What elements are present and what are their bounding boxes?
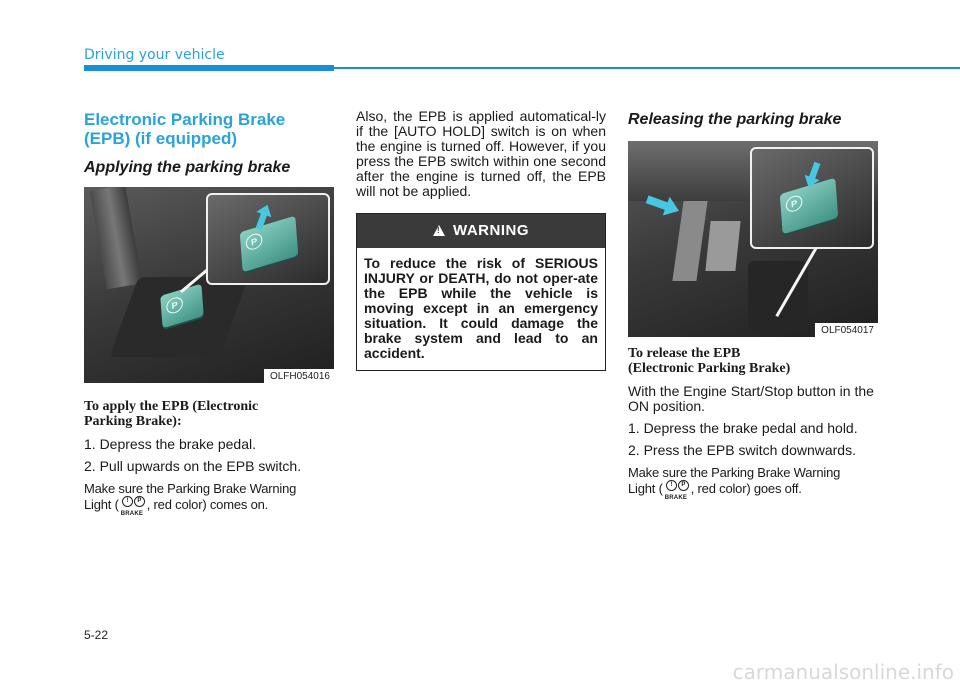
warning-triangle-icon [433,225,445,236]
brake-icon-right: P [134,496,145,507]
release-note-post: , red color) goes off. [690,481,802,496]
page-number: 5-22 [84,628,109,642]
header-rule-line [334,67,960,69]
release-note-line1: Make sure the Parking Brake Warning [628,465,841,480]
brake-warning-icon [664,480,689,501]
subtitle-applying: Applying the parking brake [84,159,291,176]
brake-icon-left: ! [666,480,677,491]
brake-icon-word: BRAKE [120,511,144,517]
release-step-1: 1. Depress the brake pedal and hold. [628,420,858,436]
inset-closeup [750,147,874,249]
auto-hold-paragraph: Also, the EPB is applied automatical-ly if the [AUTO HOLD] switch is on when the engine is turned off. However, if you press the EPB switch within one second after the engine is turned off, the EPB will not be applied. [356,108,606,199]
photo-caption: OLFH054016 [264,369,334,383]
apply-heading-line1: To apply the EPB (Electronic [84,399,259,414]
photo-epb-release [628,141,878,337]
photo-epb-apply [84,187,334,383]
apply-note-line1: Make sure the Parking Brake Warning [84,481,297,496]
watermark: carmanualsonline.info [732,660,954,684]
brake-icon-left: ! [122,496,133,507]
apply-note [84,481,336,517]
column-auto-hold [356,109,606,371]
photo-caption: OLF054017 [815,323,878,337]
release-note-pre: Light ( [628,481,663,496]
apply-note-post: , red color) comes on. [146,497,269,512]
brake-warning-icon [120,496,145,517]
warning-box [356,213,606,371]
release-step-2: 2. Press the EPB switch downwards. [628,442,856,458]
release-heading [628,346,880,376]
column-apply [84,110,336,517]
apply-step-2: 2. Pull upwards on the EPB switch. [84,458,302,474]
warning-text: To reduce the risk of SERIOUS INJURY or DEATH, do not oper-ate the EPB while the vehicle is moving except in an emergency situation. It could damage the brake system and lead to an accident. [364,255,598,361]
accelerator-pedal-shape [705,221,740,271]
warning-label: WARNING [453,222,529,239]
release-intro: With the Engine Start/Stop button in the ON position. [628,383,874,414]
parking-p-icon: P [245,232,263,252]
release-heading-line2: (Electronic Parking Brake) [628,361,791,376]
release-note [628,465,880,501]
column-release [628,110,880,501]
inset-closeup [206,193,330,285]
shifter-boot-shape [90,187,143,289]
brake-icon-word: BRAKE [664,495,688,501]
section-header: Driving your vehicle [84,47,225,63]
console-shape [748,261,808,331]
parking-p-icon: P [785,194,803,214]
apply-step-1: 1. Depress the brake pedal. [84,436,256,452]
header-rule-bar [84,65,334,71]
brake-pedal-shape [672,201,707,281]
warning-header [357,214,605,248]
parking-p-icon: P [166,295,184,315]
apply-heading [84,399,336,429]
subtitle-releasing: Releasing the parking brake [628,111,842,128]
section-title-line1: Electronic Parking Brake [84,110,286,129]
section-title [84,110,336,148]
apply-note-pre: Light ( [84,497,119,512]
brake-icon-right: P [678,480,689,491]
release-heading-line1: To release the EPB [628,346,741,361]
apply-heading-line2: Parking Brake): [84,414,182,429]
epb-switch-closeup [240,216,299,273]
section-title-line2: (EPB) (if equipped) [84,129,237,148]
